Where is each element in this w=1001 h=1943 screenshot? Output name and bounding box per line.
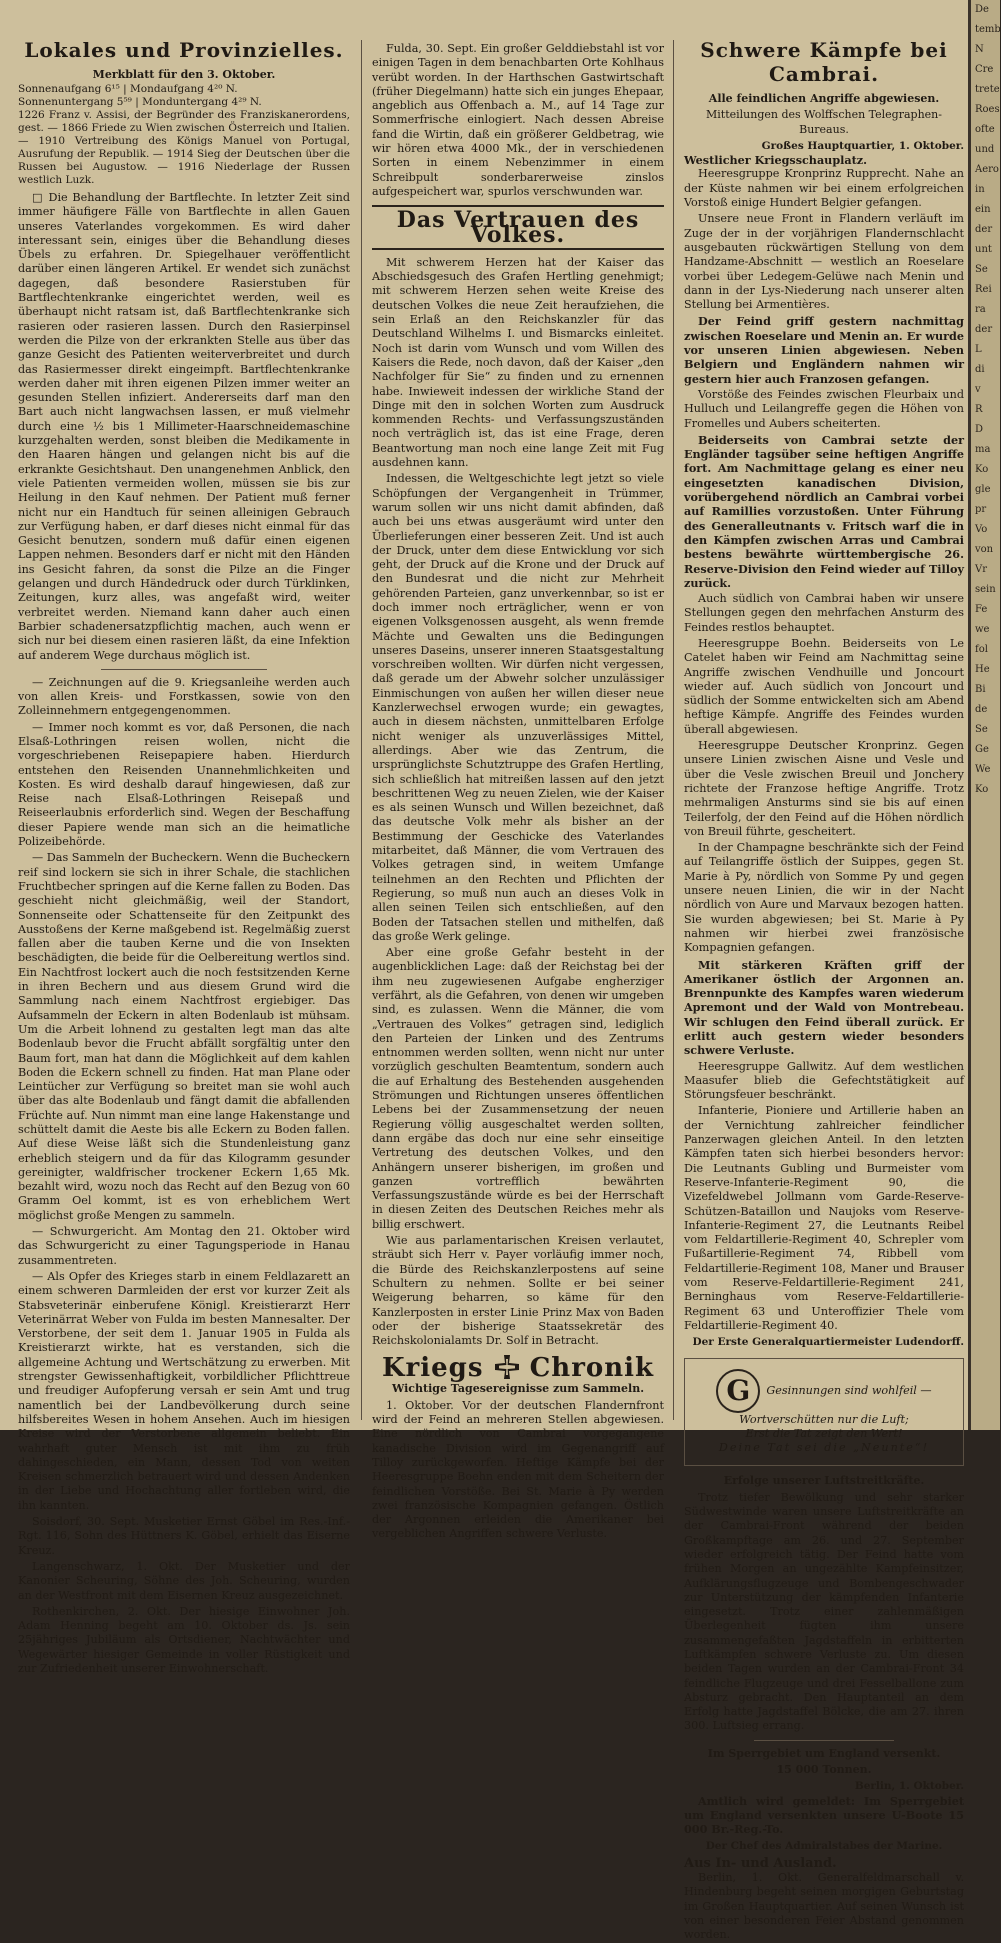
uboat-dateline: Berlin, 1. Oktober. <box>854 1780 964 1793</box>
article-bartflechte: □ Die Behandlung der Bartflechte. In letzter Zeit sind immer häufigere Fälle von Bartflechte in allen Gauen unseres Vaterlandes vorgekommen. Es wird daher interessant sein, einiges über die Behandlung dieses Übels zu erfahren. Dr. Spiegelhauer veröffentlicht darüber einen längeren Artikel. Er wendet sich zunächst dagegen, daß besondere Rasierstuben für Bartflechtenkranke eingerichtet werden, weil es überhaupt nicht ratsam ist, daß Bartflechtenkranke sich rasieren oder rasieren lassen. Durch den Rasierpinsel werden die Pilze von der erkrankten Stelle aus über das ganze Gesicht des Patienten weiterverbreitet und durch das Rasiermesser direkt eingeimpft. Bartflechtenkranke werden daher mit ihren eigenen Pilzen immer weiter an gesunden Stellen infiziert. Andererseits darf man den Bart auch nicht langwachsen lassen, er muß vielmehr durch eine ½ bis 1 Millimeter-Haarschneidemaschine kurzgehalten werden, sonst bleiben die Medikamente in den Haaren hängen und gelangen nicht bis auf die erkrankte Gesichtshaut. Den unangenehmen Anblick, den viele Patienten vermeiden wollen, müssen sie bis zur Heilung in den Kauf nehmen. Der Patient muß ferner nicht nur ein Handtuch für seinen alleinigen Gebrauch zur Verfügung haben, er darf dieses nicht einmal für das Gesicht benutzen, sondern muß dafür einen eigenen Lappen nehmen. Besonders darf er nicht mit den Händen ins Gesicht fahren, da sonst die Pilze an die Finger gelangen und durch Händedruck oder durch Türklinken, Zeitungen, kurz alles, was angefaßt wird, weiter verbreitet werden. Niemand kann daher auch einen Barbier schadenersatzpflichtig machen, auch wenn er sich nur bei diesem einen rasieren läßt, da eine Infektion auf anderem Wege durchaus möglich ist. <box>18 191 350 662</box>
report-para: Heeresgruppe Boehn. Beiderseits von Le Catelet haben wir Feind am Nachmittag seine Angriffe zwischen Vendhuille und Joncourt wieder auf. Auch südlich von Joncourt und südlich der Somme entwickelten sich am Abend heftige Kämpfe. Angriffe des Feindes wurden überall abgewiesen. <box>684 636 964 736</box>
ornamental-initial: G <box>716 1369 760 1413</box>
adjacent-page-fragment: Ko <box>975 464 989 475</box>
adjacent-page-fragment: We <box>975 764 991 775</box>
editorial-para-1: Mit schwerem Herzen hat der Kaiser das Abschiedsgesuch des Grafen Hertling genehmigt; mit schwerem Herzen sehen weite Kreise des deutschen Volkes die neue Zeit heraufziehen, die sein Erlaß an den Reichskanzler für das Deutschland Wilhelms I. und Bismarcks einleitet. Noch ist darin vom Wunsch und vom Willen des Kaisers die Rede, noch davon, daß der Kaiser „den Nachfolger für Sie“ zu finden und zu ernennen habe. Inwieweit indessen der wirkliche Stand der Dinge mit den in solchen Worten zum Ausdruck kommenden Rechts- und Verfassungszuständen noch verträglich ist, das ist eine Frage, deren Beantwortung man noch eine lange Zeit mit Fug ausdehnen kann. <box>372 255 664 470</box>
article-fulda-theft: Fulda, 30. Sept. Ein großer Gelddiebstahl ist vor einigen Tagen in dem benachbarten Orte Kohlhaus verübt worden. In der Harthschen Gastwirtschaft (früher Diegelmann) hatte sich ein junges Ehepaar, angeblich aus Offenbach a. M., auf 14 Tage zur Sommerfrische einlogiert. Nach dessen Abreise fand die Wirtin, daß ein größerer Geldbetrag, wie wir hören etwa 4000 Mk., der in verschiedenen Sorten in einem Nebenzimmer in einem Schreibpult sonderbarerweise zinslos aufgespeichert war, spurlos verschwunden war. <box>372 42 664 198</box>
kriegs-chronik-title <box>372 1353 664 1384</box>
dateline: Großes Hauptquartier, 1. Oktober. <box>761 139 964 152</box>
adjacent-page-fragment: fol <box>975 644 988 655</box>
adjacent-page-fragment: von <box>975 544 994 555</box>
adjacent-page-fragment: unt <box>975 244 992 255</box>
adjacent-page-fragment: Cre <box>975 64 994 75</box>
adjacent-page-fragment: D <box>975 424 984 435</box>
adjacent-page-fragment: Fe <box>975 604 988 615</box>
article-langenschwarz: Langenschwarz, 1. Okt. Der Musketier und der Kanonier Scheuring, Söhne des Joh. Scheuring, wurden an der Westfront mit dem Eisernen Kreuz ausgezeichnet. <box>18 1559 350 1602</box>
report-para: Unsere neue Front in Flandern verläuft im Zuge der in der vorjährigen Flandernschlacht ausgebauten rückwärtigen Stellung von dem Handzame-Abschnitt — westlich an Roeselare vorbei über Ledegem-Gelüwe nach Menin und dann in der Lys-Niederung nach unserer alten Stellung bei Armentières. <box>684 212 964 312</box>
adjacent-page-fragment: Aero <box>975 164 999 175</box>
air-force-report: Trotz tiefer Bewölkung und sehr starker Südwestwinde waren unsere Luftstreitkräfte an der Cambrai-Front während der beiden Großkampftage am 26. und 27. September wieder erfolgreich tätig. Der Feind hatte vom frühen Morgen an ungezählte Kampfeinsitzer, Aufklärungsflugzeuge und Bombengeschwader zur Unterstützung der kämpfenden Infanterie eingesetzt. Trotz einer zahlenmäßigen Überlegenheit fügten ihm unsere zusammengefaßten Jagdstaffeln in erbitterten Luftkämpfen schwere Verluste zu. Um diesen beiden Tagen wurden an der Cambrai-Front 34 feindliche Flugzeuge und drei Fesselballone zum Absturz gebracht. Den Hauptanteil an dem Erfolg hatte Jagdstaffel Bölcke, die am 27. ihren 300. Luftsieg errang. <box>684 1490 964 1733</box>
article-kriegsanleihe: — Zeichnungen auf die 9. Kriegsanleihe werden auch von allen Kreis- und Forstkassen, sowie von den Zolleinnehmern entgegengenommen. <box>18 675 350 718</box>
news-source: Mitteilungen des Wolffschen Telegraphen-Bureaus. <box>706 108 942 136</box>
inland-report: Berlin, 1. Okt. Generalfeldmarschall v. Hindenburg begeht seinen morgigen Geburtstag im Großen Hauptquartier. Auf seinen Wunsch ist von einer besonderen Feier Abstand genommen worden. <box>684 1871 964 1942</box>
chronik-title-part-2: Chronik <box>529 1353 655 1384</box>
adjacent-page-fragment: ma <box>975 444 991 455</box>
chronik-subtitle: Wichtige Tagesereignisse zum Sammeln. <box>391 1382 645 1396</box>
adjacent-page-fragment: He <box>975 664 990 675</box>
adjacent-page-fragment: sein <box>975 584 996 595</box>
uboat-heading: Im Sperrgebiet um England versenkt. <box>707 1746 941 1760</box>
column-local-news <box>18 38 350 1675</box>
adjacent-page-fragment: Vr <box>975 564 988 575</box>
report-para: Mit stärkeren Kräften griff der Amerikaner östlich der Argonnen an. Brennpunkte des Kampfes waren wiederum Apremont und der Wald von Montrebeau. Wir schlugen den Feind überall zurück. Er erlitt auch gestern wieder besonders schwere Verluste. <box>684 957 964 1058</box>
inland-heading: Aus In- und Ausland. <box>684 1855 837 1871</box>
article-rothenkirchen: Rothenkirchen, 2. Okt. Der hiesige Einwohner Joh. Adam Henning begeht am 10. Oktober ds. Js. sein 25jähriges Jubiläum als Ortsdiener, Nachtwächter und Wegewärter hiesiger Gemeinde in voller Rüstigkeit und zur Zufriedenheit unserer Einwohnerschaft. <box>18 1604 350 1675</box>
adjacent-page-fragment: und <box>975 144 995 155</box>
adjacent-page-fragment: pr <box>975 504 987 515</box>
article-bucheckern: — Das Sammeln der Bucheckern. Wenn die Bucheckern reif sind lockern sie sich in ihrer Schale, die stachlichen Fruchtbecher springen auf die Kerne fallen zu Boden. Das geschieht nicht gleichmäßig, weil der Standort, Sonnenseite oder Schattenseite für den Zeitpunkt des Ausstoßens der Kerne maßgebend ist. Regelmäßig zuerst fallen aber die tauben Kerne und die von Insekten beschädigten, die beide für die Oelbereitung wertlos sind. Ein Nachtfrost lockert auch die noch festsitzenden Kerne in ihren Bechern und aus diesem Grund wird die Sammlung nach einem Nachtfrost ergiebiger. Das Aufsammeln der Eckern in alten Bodenlaub ist mühsam. Um die Arbeit lohnend zu gestalten legt man das alte Bodenlaub bevor die Frucht abfällt sorgfältig unter den Baum fort, man hat dann die Möglichkeit auf dem kahlen Boden die Eckern schnell zu finden. Hat man Plane oder Leintücher zur Verfügung so breitet man sie wohl auch über das alte Bodenlaub und fängt damit die abfallenden Früchte auf. Nun nimmt man eine lange Hakenstange und schüttelt damit die Aeste bis alle Eckern zu Boden fallen. Auf diese Weise läßt sich die Stundenleistung ganz erheblich steigern und da für das Kilogramm gesunder gereinigter, waldfrischer trockener Eckern 1,65 Mk. bezahlt wird, wozu noch das Recht auf den Bezug von 60 Gramm Oel kommt, ist es von erheblichem Wert möglichst große Mengen zu sammeln. <box>18 851 350 1222</box>
uboat-signature: Der Chef des Admiralstabes der Marine. <box>705 1839 943 1852</box>
adjacent-page-fragment: L <box>975 344 982 355</box>
report-para: Heeresgruppe Gallwitz. Auf dem westlichen Maasufer blieb die Gefechtstätigkeit auf Störungsfeuer beschränkt. <box>684 1059 964 1102</box>
adjacent-page-fragment: ra <box>975 304 986 315</box>
report-para: Heeresgruppe Kronprinz Rupprecht. Nahe an der Küste nahmen wir bei einem erfolgreichen Vorstoß einige Hundert Belgier gefangen. <box>684 167 964 210</box>
adjacent-page-fragment: der <box>975 324 993 335</box>
adjacent-page-edge <box>968 0 1000 1430</box>
war-report-subtitle: Alle feindlichen Angriffe abgewiesen. <box>708 92 940 105</box>
history-notes: 1226 Franz v. Assisi, der Begründer des Franziskanerordens, gest. — 1866 Friede zu Wien zwischen Österreich und Italien. — 1910 Vertreibung des Königs Manuel von Portugal, Ausrufung der Republik. — 1914 Sieg der Deutschen über die Russen bei Augustow. — 1916 Niederlage der Russen westlich Luzk. <box>18 109 350 186</box>
article-schwurgericht: — Schwurgericht. Am Montag den 21. Oktober wird das Schwurgericht zu einer Tagungsperiode in Hanau zusammentreten. <box>18 1225 350 1267</box>
sunset-line: Sonnenuntergang 5⁵⁹ | Monduntergang 4²⁹ N. <box>18 96 262 108</box>
theater-heading: Westlicher Kriegsschauplatz. <box>684 153 868 168</box>
ad-line: Erst die Tat zeigt den Wert! <box>745 1426 903 1440</box>
report-para: Infanterie, Pioniere und Artillerie haben an der Vernichtung zahlreicher feindlicher Panzerwagen gleichen Anteil. In den letzten Kämpfen taten sich hierbei besonders hervor: Die Leutnants Gubling und Burmeister vom Reserve-Infanterie-Regiment 90, die Vizefeldwebel Jollmann vom Garde-Reserve-Schützen-Bataillon und Naujoks vom Reserve-Infanterie-Regiment 27, die Leutnants Reibel vom Feldartillerie-Regiment 40, Schrepler vom Fußartillerie-Regiment 74, Ribbell vom Feldartillerie-Regiment 108, Maner und Brauser vom Reserve-Feldartillerie-Regiment 241, Berninghaus vom Reserve-Feldartillerie-Regiment 63 und Unteroffizier Thele vom Feldartillerie-Regiment 40. <box>684 1104 964 1332</box>
report-signature: Der Erste Generalquartiermeister Ludendorff. <box>692 1336 964 1349</box>
air-force-heading: Erfolge unserer Luftstreitkräfte. <box>723 1474 925 1488</box>
column-war-report <box>684 38 964 1942</box>
adjacent-page-fragment: temb <box>975 24 1001 35</box>
article-soisdorf: Soisdorf, 30. Sept. Musketier Ernst Göbel im Res.-Inf.-Rgt. 116, Sohn des Hüttners K. Göbel, erhielt das Eiserne Kreuz. <box>18 1515 350 1557</box>
article-elsass: — Immer noch kommt es vor, daß Personen, die nach Elsaß-Lothringen reisen wollen, nicht die vorgeschriebenen Reisepapiere haben. Hierdurch entstehen den Reisenden Unannehmlichkeiten und Kosten. Es wird deshalb darauf hingewiesen, daß zur Reise nach Elsaß-Lothringen Reisepaß und Reiseerlaubnis erforderlich sind. Wegen der Beschaffung dieser Papiere wende man sich an die heimatliche Polizeibehörde. <box>18 720 350 849</box>
war-loan-advertisement <box>684 1358 964 1467</box>
report-para: Der Feind griff gestern nachmittag zwischen Roeselare und Menin an. Er wurde vor unseren Linien abgewiesen. Neben Belgiern und Engländern nahmen wir gestern hier auch Franzosen gefangen. <box>684 314 964 386</box>
adjacent-page-fragment: trete <box>975 84 1000 95</box>
editorial-para-3: Aber eine große Gefahr besteht in der augenblicklichen Lage: daß der Reichstag bei der ihm neu zugewiesenen Aufgabe engherziger verfährt, als die Gefahren, von denen wir umgeben sind, es zulassen. Wenn die Männer, die vom „Vertrauen des Volkes“ getragen sind, lediglich den Parteien der Linken und des Zentrums entnommen werden sollten, wenn nicht nur unter vorzüglich geschulten Beamtentum, sondern auch die auf Erhaltung des Bestehenden ausgehenden Strömungen und Richtungen unseres öffentlichen Lebens bei der Zusammensetzung der neuen Regierung völlig ausgeschaltet werden sollten, dann ergäbe das doch nur eine sehr einseitige Vertretung des deutschen Volkes, und den Anhängern unserer bisherigen, im großen und ganzen vortrefflich bewährten Verfassungszustände würde es bei der Herrschaft in diesen Zeiten des Deutschen Reiches mehr als billig erschwert. <box>372 946 664 1231</box>
adjacent-page-fragment: de <box>975 704 988 715</box>
adjacent-page-fragment: Rei <box>975 284 992 295</box>
adjacent-page-fragment: ein <box>975 204 991 215</box>
editorial-para-4: Wie aus parlamentarischen Kreisen verlautet, sträubt sich Herr v. Payer vorläufig immer noch, die Bürde des Reichskanzlerpostens auf seine Schultern zu nehmen. Sollte er bei seiner Weigerung beharren, so käme für den Kanzlerposten in erster Linie Prinz Max von Baden oder der bisherige Staatssekretär des Reichskolonialamts Dr. Solf in Betracht. <box>372 1234 664 1348</box>
adjacent-page-fragment: gle <box>975 484 991 495</box>
adjacent-page-fragment: der <box>975 224 993 235</box>
adjacent-page-fragment: R <box>975 404 983 415</box>
sunrise-line: Sonnenaufgang 6¹⁵ | Mondaufgang 4²⁰ N. <box>18 83 238 95</box>
adjacent-page-fragment: Se <box>975 724 988 735</box>
adjacent-page-fragment: ofte <box>975 124 995 135</box>
adjacent-page-fragment: Se <box>975 264 988 275</box>
adjacent-page-fragment: in <box>975 184 985 195</box>
adjacent-page-fragment: v <box>975 384 981 395</box>
report-para: Vorstöße des Feindes zwischen Fleurbaix und Hulluch und Leilangreffe gegen die Höhen von Fromelles und Aubers scheiterten. <box>684 387 964 430</box>
calendar-heading: Merkblatt für den 3. Oktober. <box>92 68 276 81</box>
uboat-report: Amtlich wird gemeldet: Im Sperrgebiet um England versenkten unsere U-Boote 15 000 Br.-Reg.-To. <box>684 1793 964 1837</box>
adjacent-page-fragment: Ko <box>975 784 989 795</box>
report-para: Heeresgruppe Deutscher Kronprinz. Gegen unsere Linien zwischen Aisne und Vesle und über die Vesle zwischen Breuil und Jonchery richtete der Franzose heftige Angriffe. Trotz mehrmaligen Ansturms sind sie bis auf einen Teilerfolg, der den Feind auf die Höhen nördlich von Breuil führte, gescheitert. <box>684 739 964 838</box>
column-editorial <box>372 42 664 1541</box>
calendar-box <box>18 68 350 187</box>
adjacent-page-fragment: di <box>975 364 985 375</box>
section-title: Lokales und Provinzielles. <box>24 38 344 62</box>
chronik-title-part-1: Kriegs <box>381 1353 484 1384</box>
column-rule <box>361 40 362 1420</box>
divider <box>754 1740 894 1741</box>
ad-line: Wortverschütten nur die Luft; <box>739 1412 909 1426</box>
adjacent-page-fragment: Bi <box>975 684 986 695</box>
war-report-title: Schwere Kämpfe bei Cambrai. <box>700 38 948 86</box>
divider <box>101 669 267 670</box>
article-obituary: — Als Opfer des Krieges starb in einem Feldlazarett an einem schweren Darmleiden der erst vor kurzer Zeit als Stabsveterinär einberufene Königl. Kreistierarzt Herr Veterinärrat Weber von Fulda im besten Mannesalter. Der Verstorbene, der seit dem 1. Januar 1905 in Fulda als Kreistierarzt wirkte, hat es verstanden, sich die allgemeine Achtung und Wertschätzung zu erwerben. Mit strengster Gewissenhaftigkeit, vorbildlicher Pflichttreue und freudiger Aufopferung versah er sein Amt und trug namentlich bei der Landbevölkerung durch seine hilfsbereites Wesen in hohem Ansehen. Auch im hiesigen Kreise wird der Verstorbene allgemein beliebt. Ein wahrhaft guter Mensch ist mit ihm zu früh dahingeschieden, ein Mann, dessen Tod von weiten Kreisen schmerzlich betrauert wird und dessen Andenken in der Liebe und Hochachtung aller fortleben wird, die ihn kannten. <box>18 1269 350 1512</box>
editorial-para-2: Indessen, die Weltgeschichte legt jetzt so viele Schöpfungen der Vergangenheit in Trümmer, warum sollen wir uns nicht damit abfinden, daß auch bei uns etwas ausgeräumt wird unter den Überlieferungen einer besseren Zeit. Und ist auch der Druck, unter dem diese Entwicklung vor sich geht, der Druck auf die Krone und der Druck auf den Bundesrat und die nicht zur Mehrheit gehörenden Parteien, ganz unverkennbar, so ist er doch immer noch erträglicher, wenn er von eigenen Volksgenossen ausgeht, als wenn fremde Mächte und Gewalten uns die Bedingungen unseres Daseins, unserer inneren Staatsgestaltung vorschreiben wollten. Wir dürfen nicht vergessen, daß gerade um der Abwehr solcher unzulässiger Einmischungen von außen her willen dieser neue Kanzlerwechsel erwogen wurde; ein gewagtes, auch in diesem nächsten, unmittelbaren Erfolge nicht weniger als unzuverlässiges Mittel, allerdings. Aber wie das Zentrum, die ursprünglichste Schutztruppe des Grafen Hertling, sich schließlich hat mitreißen lassen auf den jetzt beschrittenen Weg zu neuen Zielen, wie der Kaiser es als seinen Wunsch und Willen bezeichnet, daß das deutsche Volk mehr als bisher an der Bestimmung der Geschicke des Vaterlandes mitarbeitet, daß Männer, die vom Vertrauen des Volkes getragen sind, in weitem Umfange teilnehmen an den Rechten und Pflichten der Regierung, so muß nun auch an dieses Volk in allen seinen Teilen sich entschließen, auf den Boden der Tatsachen stellen und mithelfen, daß das große Werk gelinge. <box>372 472 664 943</box>
editorial-title: Das Vertrauen des Volkes. <box>372 205 664 250</box>
report-para: Auch südlich von Cambrai haben wir unsere Stellungen gegen den mehrfachen Ansturm des Feindes restlos behauptet. <box>684 592 964 634</box>
adjacent-page-fragment: N <box>975 44 984 55</box>
report-para: In der Champagne beschränkte sich der Feind auf Teilangriffe östlich der Suippes, gegen St. Marie à Py, nördlich von Somme Py und gegen unsere neuen Linien, die wir in der Nacht nördlich von Aure und Marvaux bezogen hatten. Sie wurden abgewiesen; bei St. Marie à Py nahmen wir hierbei zwei französische Kompagnien gefangen. <box>684 841 964 955</box>
chronik-entry: 1. Oktober. Vor der deutschen Flandernfront wird der Feind an mehreren Stellen abgewiesen. Eine nördlich von Cambrai vorgegangene kanadische Division wird im Gegenangriff auf Tilloy zurückgeworfen. Heftige Kämpfe bei der Heeresgruppe Boehn enden mit dem Scheitern der feindlichen Vorstöße. Bei St. Marie à Py werden zwei französische Kompagnien gefangen. Östlich der Argonnen erleiden die Amerikaner bei vergeblichen Angriffen schwere Verluste. <box>372 1398 664 1541</box>
uboat-tonnage: 15 000 Tonnen. <box>776 1763 872 1777</box>
report-para: Beiderseits von Cambrai setzte der Engländer tagsüber seine heftigen Angriffe fort. Am Nachmittage gelang es einer neu eingesetzten kanadischen Division, vorübergehend nördlich an Cambrai vorbei auf Ramillies vorzustoßen. Unter Führung des Generalleutnants v. Fritsch warf die in den Kämpfen zwischen Arras und Cambrai bestens bewährte württembergische 26. Reserve-Division den Feind wieder auf Tilloy zurück. <box>684 432 964 590</box>
iron-cross-icon <box>494 1354 520 1380</box>
adjacent-page-fragment: Vo <box>975 524 988 535</box>
ad-line: Gesinnungen sind wohlfeil — <box>766 1383 932 1397</box>
adjacent-page-fragment: Roes <box>975 104 1000 115</box>
adjacent-page-fragment: we <box>975 624 990 635</box>
adjacent-page-fragment: Ge <box>975 744 989 755</box>
column-rule <box>673 40 674 1420</box>
adjacent-page-fragment: De <box>975 4 989 15</box>
ad-slogan: Deine Tat sei die „Neunte“! <box>718 1441 930 1455</box>
